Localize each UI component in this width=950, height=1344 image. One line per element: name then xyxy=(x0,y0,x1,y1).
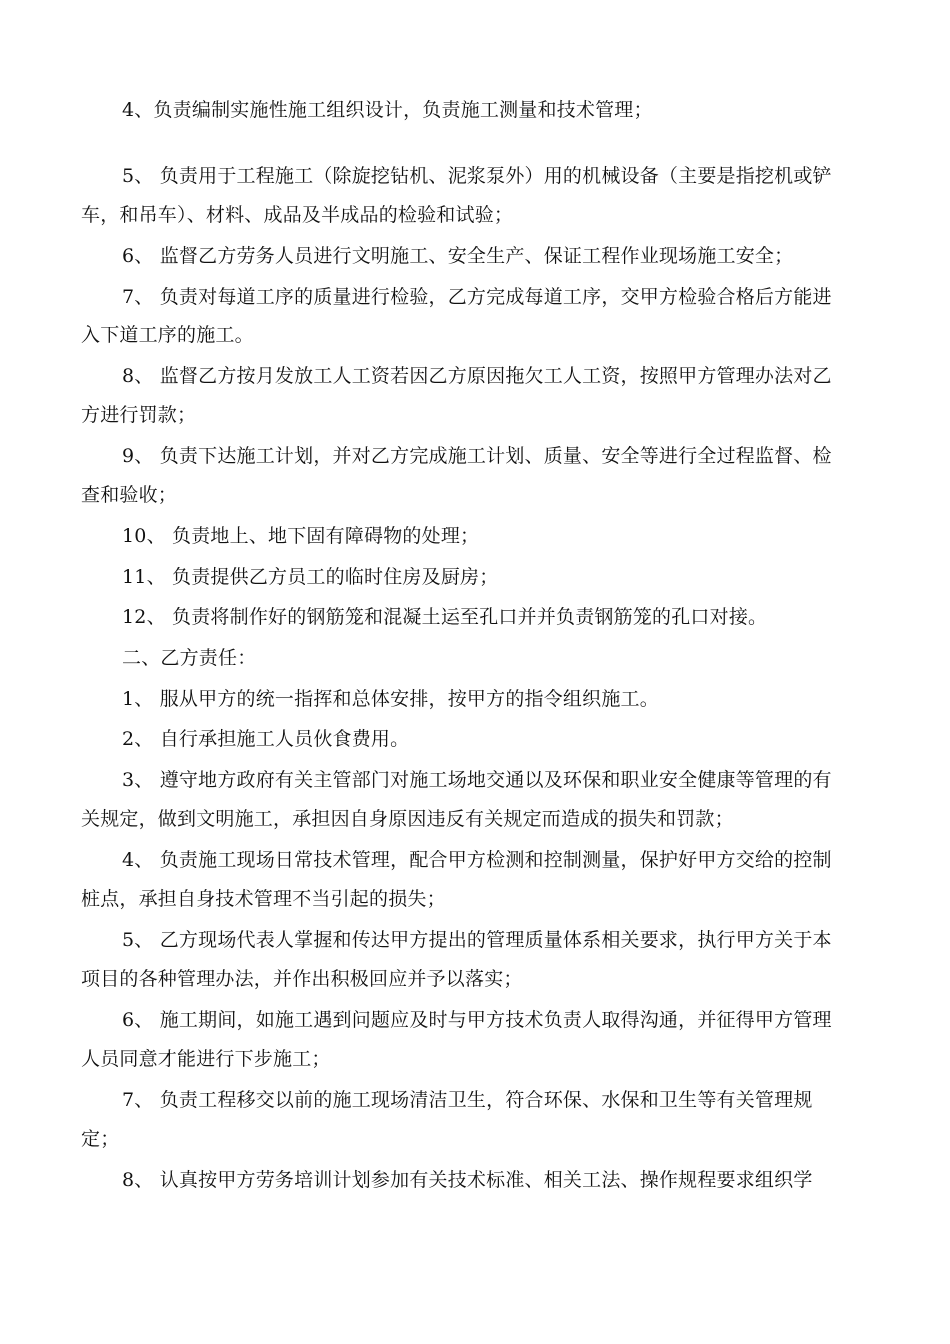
text-line: 项目的各种管理办法，并作出积极回应并予以落实； xyxy=(81,968,523,990)
text-line: 11、 负责提供乙方员工的临时住房及厨房； xyxy=(122,566,499,588)
text-line: 1、 服从甲方的统一指挥和总体安排，按甲方的指令组织施工。 xyxy=(122,688,659,710)
text-line: 6、 监督乙方劳务人员进行文明施工、安全生产、保证工程作业现场施工安全； xyxy=(122,245,794,267)
text-line: 12、 负责将制作好的钢筋笼和混凝土运至孔口并并负责钢筋笼的孔口对接。 xyxy=(122,606,768,628)
section-heading: 二、乙方责任： xyxy=(122,647,257,669)
text-line: 4、负责编制实施性施工组织设计，负责施工测量和技术管理； xyxy=(122,99,653,121)
text-line: 8、 认真按甲方劳务培训计划参加有关技术标准、相关工法、操作规程要求组织学 xyxy=(122,1169,813,1191)
text-line: 6、 施工期间，如施工遇到问题应及时与甲方技术负责人取得沟通，并征得甲方管理 xyxy=(122,1009,832,1031)
text-line: 人员同意才能进行下步施工； xyxy=(81,1048,331,1070)
text-line: 关规定，做到文明施工，承担因自身原因违反有关规定而造成的损失和罚款； xyxy=(81,808,734,830)
text-line: 9、 负责下达施工计划，并对乙方完成施工计划、质量、安全等进行全过程监督、检 xyxy=(122,445,832,467)
text-line: 方进行罚款； xyxy=(81,404,197,426)
text-line: 桩点，承担自身技术管理不当引起的损失； xyxy=(81,888,446,910)
text-line: 车，和吊车）、材料、成品及半成品的检验和试验； xyxy=(81,204,514,226)
text-line: 7、 负责工程移交以前的施工现场清洁卫生，符合环保、水保和卫生等有关管理规 xyxy=(122,1089,813,1111)
text-line: 7、 负责对每道工序的质量进行检验，乙方完成每道工序，交甲方检验合格后方能进 xyxy=(122,286,832,308)
text-line: 3、 遵守地方政府有关主管部门对施工场地交通以及环保和职业安全健康等管理的有 xyxy=(122,769,832,791)
text-line: 4、 负责施工现场日常技术管理，配合甲方检测和控制测量，保护好甲方交给的控制 xyxy=(122,849,832,871)
text-line: 10、 负责地上、地下固有障碍物的处理； xyxy=(122,525,480,547)
text-line: 定； xyxy=(81,1128,120,1150)
text-line: 2、 自行承担施工人员伙食费用。 xyxy=(122,728,410,750)
text-line: 5、 负责用于工程施工（除旋挖钻机、泥浆泵外）用的机械设备（主要是指挖机或铲 xyxy=(122,165,832,187)
text-line: 5、 乙方现场代表人掌握和传达甲方提出的管理质量体系相关要求，执行甲方关于本 xyxy=(122,929,832,951)
text-line: 入下道工序的施工。 xyxy=(81,324,254,346)
text-line: 查和验收； xyxy=(81,484,178,506)
text-line: 8、 监督乙方按月发放工人工资若因乙方原因拖欠工人工资，按照甲方管理办法对乙 xyxy=(122,365,832,387)
